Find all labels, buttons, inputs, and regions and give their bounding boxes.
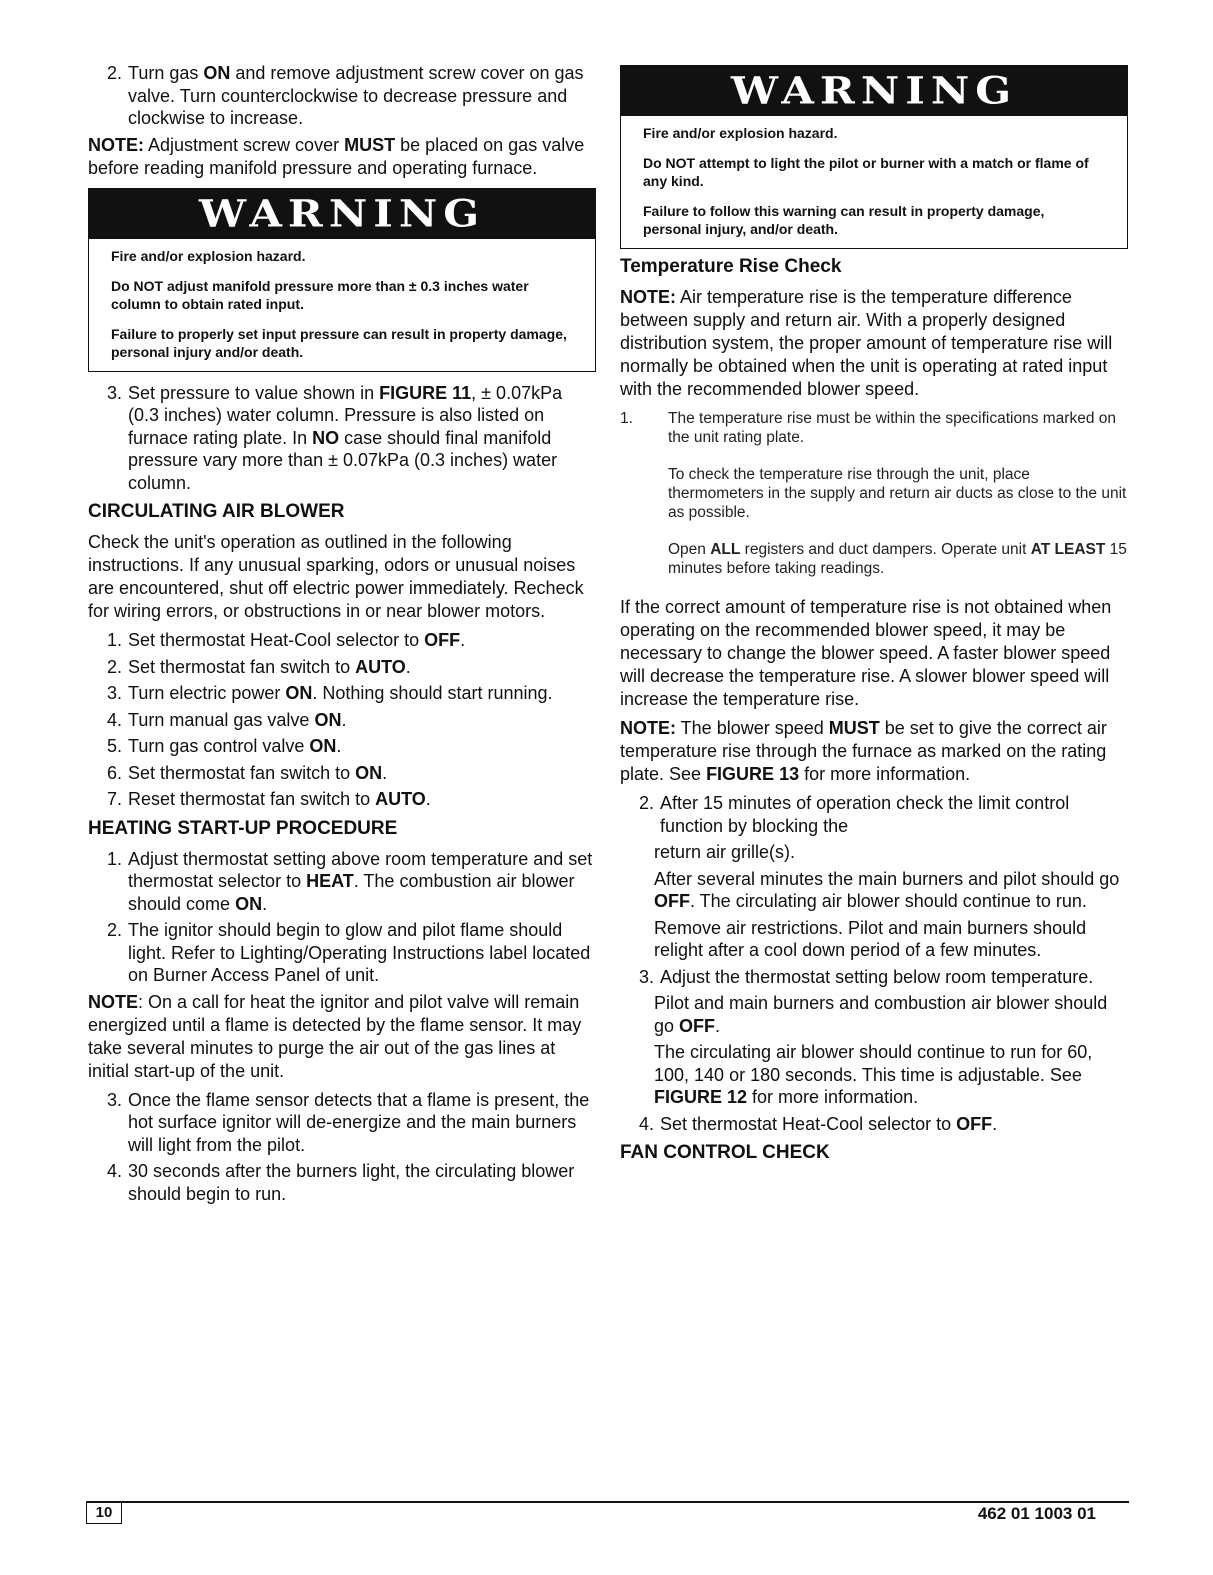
warning-body bbox=[89, 239, 595, 371]
step-text: Turn gas ON and remove adjustment screw cover on gas valve. Turn counterclockwise to decrease pressure and clockwise to increase. bbox=[128, 63, 584, 128]
blower-speed-paragraph: If the correct amount of temperature rise is not obtained when operating on the recommended blower speed, it may be necessary to change the blower speed. A faster blower speed will decrease the temperature rise. A slower blower speed will increase the temperature rise. bbox=[620, 597, 1112, 709]
heating-step-4: 4. 30 seconds after the burners light, the circulating blower should begin to run. bbox=[106, 1161, 575, 1204]
left-column bbox=[88, 62, 596, 1209]
warning-line: Failure to properly set input pressure can result in property damage, personal injury and/or death. bbox=[111, 325, 567, 360]
list-item: 2. Set thermostat fan switch to AUTO. bbox=[106, 656, 411, 677]
warning-body bbox=[621, 116, 1127, 248]
note-adjustment-screw: NOTE: Adjustment screw cover MUST be placed on gas valve before reading manifold pressure and operating furnace. bbox=[88, 134, 585, 178]
thermostat-step-3: 3. Adjust the thermostat setting below room temperature. bbox=[638, 966, 1094, 987]
temperature-step-1: 1. The temperature rise must be within the specifications marked on the unit rating plate. bbox=[620, 410, 1116, 446]
circulating-air-blower-heading: CIRCULATING AIR BLOWER bbox=[88, 501, 345, 522]
limit-control-step-2: 2. After 15 minutes of operation check the limit control function by blocking the bbox=[638, 793, 1070, 836]
list-item: 5. Turn gas control valve ON. bbox=[106, 736, 342, 756]
thermostat-step-4: 4. Set thermostat Heat-Cool selector to OFF. bbox=[638, 1113, 998, 1134]
step-continuation: return air grille(s). bbox=[654, 842, 796, 862]
heating-step-2: 2. The ignitor should begin to glow and pilot flame should light. Refer to Lighting/Operating Instructions label located on Burner Access Panel of unit. bbox=[106, 920, 591, 985]
list-item: 3. Turn electric power ON. Nothing should start running. bbox=[106, 683, 553, 703]
temperature-rise-heading: Temperature Rise Check bbox=[620, 256, 842, 277]
step-subparagraph: Remove air restrictions. Pilot and main burners should relight after a cool down period of a few minutes. bbox=[654, 917, 1087, 960]
warning-line: Fire and/or explosion hazard. bbox=[643, 125, 838, 141]
dampers-instructions: Open ALL registers and duct dampers. Operate unit AT LEAST 15 minutes before taking readings. bbox=[668, 541, 1127, 577]
right-column bbox=[620, 62, 1128, 1172]
heating-step-1: 1. Adjust thermostat setting above room temperature and set thermostat selector to HEAT. The combustion air blower should come ON. bbox=[106, 848, 593, 914]
warning-title: WARNING bbox=[198, 191, 486, 236]
heating-step-3: 3. Once the flame sensor detects that a flame is present, the hot surface ignitor will de-energize and the main burners will light from the pilot. bbox=[106, 1089, 590, 1155]
note-temperature-rise: NOTE: Air temperature rise is the temperature difference between supply and return air. With a properly designed distribution system, the proper amount of temperature rise will normally be obtained when the unit is operating at rated input with the recommended blower speed. bbox=[620, 287, 1113, 399]
list-item: 1. Set thermostat Heat-Cool selector to OFF. bbox=[106, 630, 466, 650]
step-number: 3. bbox=[106, 382, 122, 403]
step-subparagraph: After several minutes the main burners and pilot should go OFF. The circulating air blower should continue to run. bbox=[654, 868, 1120, 911]
note-ignitor: NOTE: On a call for heat the ignitor and pilot valve will remain energized until a flame is detected by the flame sensor. It may take several minutes to purge the air out of the gas lines at initial start-up of the unit. bbox=[88, 991, 582, 1081]
warning-box-manifold bbox=[88, 188, 596, 372]
circulating-steps-list bbox=[88, 629, 596, 811]
warning-line: Do NOT attempt to light the pilot or burner with a match or flame of any kind. bbox=[643, 155, 1089, 189]
heating-startup-heading: HEATING START-UP PROCEDURE bbox=[88, 817, 398, 839]
note-blower-speed: NOTE: The blower speed MUST be set to give the correct air temperature rise through the furnace as marked on the rating plate. See FIGURE 13 for more information. bbox=[620, 718, 1107, 784]
step-subparagraph: The circulating air blower should continue to run for 60, 100, 140 or 180 seconds. This time is adjustable. See FIGURE 12 for more information. bbox=[654, 1042, 1093, 1107]
warning-banner bbox=[621, 66, 1127, 116]
document-number: 462 01 1003 01 bbox=[977, 1504, 1096, 1523]
fan-control-check-heading: FAN CONTROL CHECK bbox=[620, 1142, 830, 1163]
page-number: 10 bbox=[86, 1503, 122, 1524]
warning-box-pilot bbox=[620, 65, 1128, 249]
list-item: 4. Turn manual gas valve ON. bbox=[106, 709, 347, 730]
gas-pressure-step-2 bbox=[88, 62, 596, 130]
warning-line: Failure to follow this warning can result in property damage, personal injury, and/or death. bbox=[643, 203, 1045, 237]
warning-line: Do NOT adjust manifold pressure more than ± 0.3 inches water column to obtain rated input. bbox=[111, 277, 529, 312]
list-item: 6. Set thermostat fan switch to ON. bbox=[106, 762, 388, 783]
thermometer-instructions: To check the temperature rise through the unit, place thermometers in the supply and return air ducts as close to the unit as possible. bbox=[668, 466, 1127, 521]
circulating-intro: Check the unit's operation as outlined in the following instructions. If any unusual sparking, odors or unusual noises are encountered, shut off electric power immediately. Recheck for wiring errors, or obstructions in or near blower motors. bbox=[88, 532, 584, 621]
warning-title: WARNING bbox=[730, 68, 1018, 113]
warning-banner bbox=[89, 189, 595, 239]
step-number: 2. bbox=[106, 63, 122, 83]
gas-pressure-step-3 bbox=[88, 382, 596, 495]
list-item: 7. Reset thermostat fan switch to AUTO. bbox=[106, 789, 431, 809]
warning-line: Fire and/or explosion hazard. bbox=[111, 247, 306, 264]
step-subparagraph: Pilot and main burners and combustion air blower should go OFF. bbox=[654, 993, 1108, 1036]
step-text: Set pressure to value shown in FIGURE 11, ± 0.07kPa (0.3 inches) water column. Pressure is also listed on furnace rating plate. In NO case should final manifold pressure vary more than ± 0.07kPa (0.3 inches) water column. bbox=[128, 382, 563, 493]
